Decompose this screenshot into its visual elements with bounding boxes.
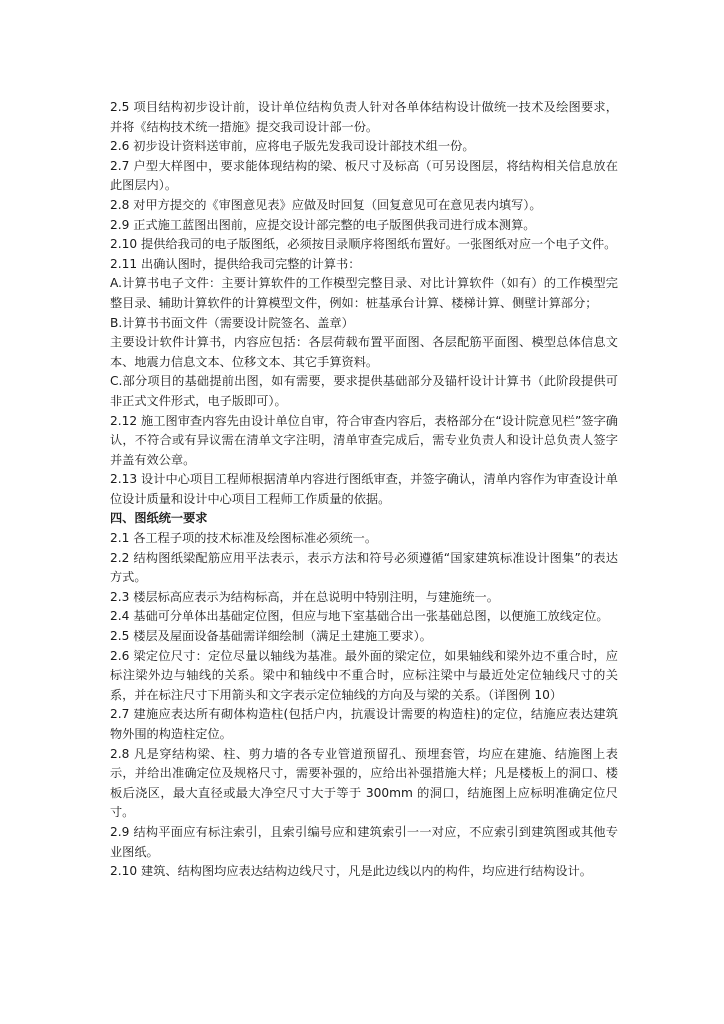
paragraph-2-5-initial-design: 2.5 项目结构初步设计前，设计单位结构负责人针对各单体结构设计做统一技术及绘图要求，并将《结构技术统一措施》提交我司设计部一份。 [110, 100, 618, 134]
paragraph-2-12-self-review: 2.12 施工图审查内容先由设计单位自审，符合审查内容后，表格部分在“设计院意见栏”签字确认，不符合或有异议需在清单文字注明，清单审查完成后，需专业负责人和设计总负责人签字并盖有效公章。 [110, 413, 618, 467]
paragraph-2-5-equipment-foundation: 2.5 楼层及屋面设备基础需详细绘制（满足土建施工要求）。 [110, 629, 432, 644]
paragraph-2-10-edge-dimensions: 2.10 建筑、结构图均应表达结构边线尺寸，凡是此边线以内的构件，均应进行结构设计。 [110, 864, 592, 879]
section-heading-drawing-requirements: 四、图纸统一要求 [110, 511, 208, 526]
paragraph-2-8-pipe-openings: 2.8 凡是穿结构梁、柱、剪力墙的各专业管道预留孔、预埋套管，均应在建施、结施图上表示，并给出准确定位及规格尺寸，需要补强的，应给出补强措施大样；凡是楼板上的洞口、楼板后浇区，最大直径或最大净空尺寸大于等于 300mm 的洞口，结施图上应标明准确定位尺寸。 [110, 746, 618, 820]
paragraph-2-9-index-marks: 2.9 结构平面应有标注索引，且索引编号应和建筑索引一一对应，不应索引到建筑图或其他专业图纸。 [110, 824, 618, 859]
paragraph-2-11-calculation-books: 2.11 出确认图时，提供给我司完整的计算书： [110, 256, 361, 271]
paragraph-2-2-beam-reinforcement: 2.2 结构图纸梁配筋应用平法表示，表示方法和符号必须遵循“国家建筑标准设计图集”的表达方式。 [110, 550, 618, 585]
paragraph-2-10-electronic-drawings: 2.10 提供给我司的电子版图纸，必须按目录顺序将图纸布置好。一张图纸对应一个电子文件。 [110, 237, 617, 252]
paragraph-2-3-floor-elevation: 2.3 楼层标高应表示为结构标高，并在总说明中特别注明，与建施统一。 [110, 589, 499, 604]
paragraph-2-8-review-reply: 2.8 对甲方提交的《审图意见表》应做及时回复（回复意见可在意见表内填写）。 [110, 197, 542, 212]
paragraph-2-1-standards: 2.1 各工程子项的技术标准及绘图标准必须统一。 [110, 531, 378, 546]
paragraph-2-6-beam-positioning: 2.6 梁定位尺寸：定位尽量以轴线为基准。最外面的梁定位，如果轴线和梁外边不重合时，应标注梁外边与轴线的关系。梁中和轴线中不重合时，应标注梁中与最近处定位轴线尺寸的关系，并在标注尺寸下用箭头和文字表示定位轴线的方向及与梁的关系。（详图例 10） [110, 648, 618, 702]
paragraph-2-6-preliminary-submission: 2.6 初步设计资料送审前，应将电子版先发我司设计部技术组一份。 [110, 139, 475, 154]
paragraph-2-7-constructional-columns: 2.7 建施应表达所有砌体构造柱(包括户内，抗震设计需要的构造柱)的定位，结施应表达建筑物外围的构造柱定位。 [110, 707, 618, 741]
paragraph-2-4-foundation-layout: 2.4 基础可分单体出基础定位图，但应与地下室基础合出一张基础总图，以便施工放线定位。 [110, 609, 609, 624]
paragraph-item-b: B.计算书书面文件（需要设计院签名、盖章） [110, 315, 354, 330]
paragraph-item-a: A.计算书电子文件：主要计算软件的工作模型完整目录、对比计算软件（如有）的工作模型完整目录、辅助计算软件的计算模型文件，例如：桩基承台计算、楼梯计算、侧壁计算部分； [110, 276, 618, 310]
paragraph-2-7-unit-detail: 2.7 户型大样图中，要求能体现结构的梁、板尺寸及标高（可另设图层，将结构相关信息放在此图层内）。 [110, 158, 618, 193]
paragraph-software-calculation: 主要设计软件计算书，内容应包括：各层荷载布置平面图、各层配筋平面图、模型总体信息文本、地震力信息文本、位移文本、其它手算资料。 [110, 335, 618, 369]
paragraph-2-13-design-center-review: 2.13 设计中心项目工程师根据清单内容进行图纸审查，并签字确认，清单内容作为审查设计单位设计质量和设计中心项目工程师工作质量的依据。 [110, 472, 618, 506]
document-body [110, 98, 618, 882]
paragraph-item-c: C.部分项目的基础提前出图，如有需要，要求提供基础部分及锚杆设计计算书（此阶段提供可非正式文件形式，电子版即可）。 [110, 374, 618, 408]
paragraph-2-9-cost-estimate: 2.9 正式施工蓝图出图前，应提交设计部完整的电子版图供我司进行成本测算。 [110, 217, 536, 232]
